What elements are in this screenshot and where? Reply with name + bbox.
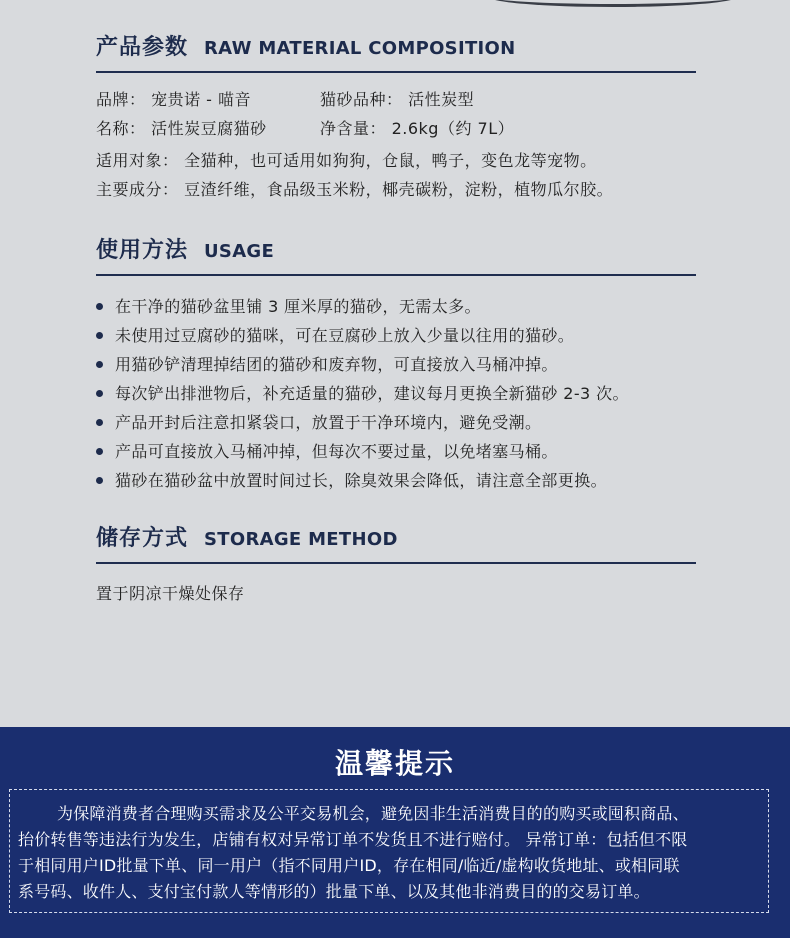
section-divider — [96, 71, 696, 73]
notice-line: 抬价转售等违法行为发生，店铺有权对异常订单不发货且不进行赔付。 异常订单：包括但不限 — [18, 830, 688, 849]
param-applicable: 适用对象： 全猫种，也可适用如狗狗，仓鼠，鸭子，变色龙等宠物。 — [96, 151, 597, 170]
list-item — [96, 437, 629, 466]
bullet-icon — [96, 419, 103, 426]
usage-list — [96, 292, 629, 495]
param-litter-type: 猫砂品种： 活性炭型 — [320, 90, 475, 109]
storage-text: 置于阴凉干燥处保存 — [96, 584, 245, 603]
usage-text: 产品开封后注意扣紧袋口，放置于干净环境内，避免受潮。 — [115, 413, 542, 432]
param-name: 名称： 活性炭豆腐猫砂 — [96, 119, 267, 138]
param-net-content: 净含量： 2.6kg（约 7L） — [320, 119, 515, 138]
section-title-en: USAGE — [204, 241, 275, 262]
usage-text: 用猫砂铲清理掉结团的猫砂和废弃物，可直接放入马桶冲掉。 — [115, 355, 558, 374]
list-item — [96, 466, 629, 495]
bullet-icon — [96, 448, 103, 455]
section-divider — [96, 274, 696, 276]
param-brand: 品牌： 宠贵诺 - 喵音 — [96, 90, 252, 109]
section-title-en: RAW MATERIAL COMPOSITION — [204, 38, 516, 59]
notice-line: 于相同用户ID批量下单、同一用户（指不同用户ID，存在相同/临近/虚构收货地址、或相同联 — [18, 856, 680, 875]
section-title-en: STORAGE METHOD — [204, 529, 398, 550]
section-divider — [96, 562, 696, 564]
usage-text: 未使用过豆腐砂的猫咪，可在豆腐砂上放入少量以往用的猫砂。 — [115, 326, 575, 345]
bullet-icon — [96, 332, 103, 339]
usage-text: 在干净的猫砂盆里铺 3 厘米厚的猫砂，无需太多。 — [115, 297, 481, 316]
bullet-icon — [96, 361, 103, 368]
bullet-icon — [96, 477, 103, 484]
usage-text: 每次铲出排泄物后，补充适量的猫砂，建议每月更换全新猫砂 2-3 次。 — [115, 384, 629, 403]
param-ingredients: 主要成分： 豆渣纤维，食品级玉米粉，椰壳碳粉，淀粉，植物瓜尔胶。 — [96, 180, 614, 199]
list-item — [96, 379, 629, 408]
list-item — [96, 350, 629, 379]
section-header-usage — [96, 233, 696, 264]
section-title-zh: 储存方式 — [96, 526, 189, 551]
notice-line: 为保障消费者合理购买需求及公平交易机会，避免因非生活消费目的的购买或囤积商品、 — [57, 804, 689, 823]
usage-text: 猫砂在猫砂盆中放置时间过长，除臭效果会降低，请注意全部更换。 — [115, 471, 608, 490]
bullet-icon — [96, 303, 103, 310]
notice-line: 系号码、收件人、支付宝付款人等情形的）批量下单、以及其他非消费目的的交易订单。 — [18, 882, 650, 901]
bullet-icon — [96, 390, 103, 397]
section-title-zh: 使用方法 — [96, 238, 189, 263]
list-item — [96, 292, 629, 321]
section-header-storage — [96, 521, 696, 552]
list-item — [96, 321, 629, 350]
section-header-parameters — [96, 30, 696, 61]
usage-text: 产品可直接放入马桶冲掉，但每次不要过量，以免堵塞马桶。 — [115, 442, 558, 461]
list-item — [96, 408, 629, 437]
notice-title: 温馨提示 — [334, 747, 455, 780]
section-title-zh: 产品参数 — [96, 35, 189, 60]
